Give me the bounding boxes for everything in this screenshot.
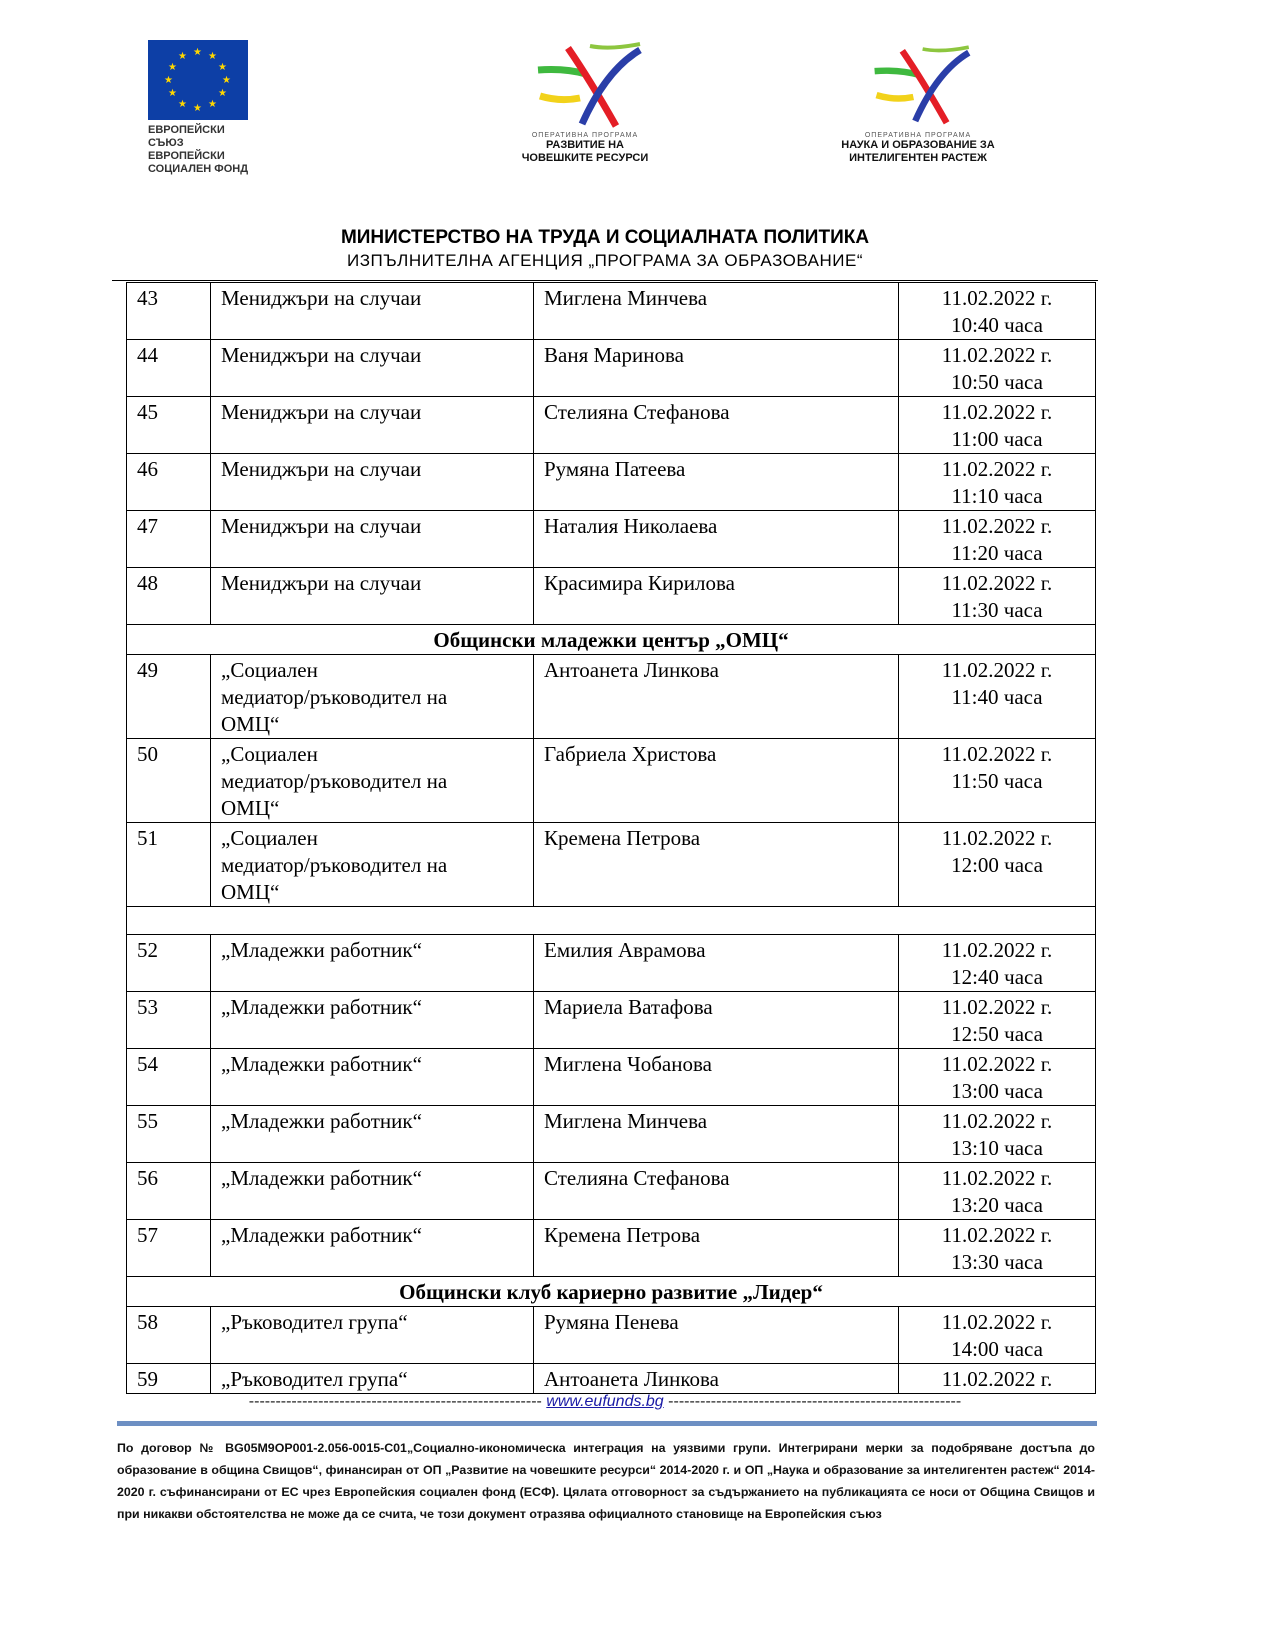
position-line: ОМЦ“: [221, 712, 280, 736]
row-datetime: [899, 454, 1096, 511]
footer-link-line: [0, 1393, 1210, 1411]
row-number: 59: [127, 1364, 211, 1394]
row-position: „Ръководител група“: [211, 1364, 534, 1394]
row-name: Мариела Ватафова: [534, 992, 899, 1049]
row-position: „Младежки работник“: [211, 1106, 534, 1163]
row-datetime: [899, 1307, 1096, 1364]
row-position: „Младежки работник“: [211, 935, 534, 992]
row-number: 44: [127, 340, 211, 397]
table-row: [127, 1364, 1096, 1394]
row-time: 13:20 часа: [951, 1193, 1043, 1217]
position-line: медиатор/ръководител на: [221, 769, 448, 793]
row-time: 14:00 часа: [951, 1337, 1043, 1361]
schedule-table: [126, 282, 1096, 1394]
op-sci-logo: [838, 40, 998, 165]
row-name: Красимира Кирилова: [534, 568, 899, 625]
row-position: [211, 823, 534, 907]
row-position: Мениджъри на случаи: [211, 283, 534, 340]
row-number: 54: [127, 1049, 211, 1106]
row-time: 12:00 часа: [951, 853, 1043, 877]
row-position: Мениджъри на случаи: [211, 397, 534, 454]
eu-flag-icon: ★ ★ ★ ★ ★ ★ ★ ★ ★ ★ ★ ★: [148, 40, 248, 120]
blank-separator-row: [127, 907, 1096, 935]
row-name: Стелияна Стефанова: [534, 1163, 899, 1220]
row-name: Миглена Чобанова: [534, 1049, 899, 1106]
row-number: 52: [127, 935, 211, 992]
row-time: 13:00 часа: [951, 1079, 1043, 1103]
row-time: 11:20 часа: [951, 541, 1043, 565]
row-number: 58: [127, 1307, 211, 1364]
table-row: [127, 992, 1096, 1049]
eu-logo-line: ЕВРОПЕЙСКИ: [148, 150, 225, 162]
row-number: 46: [127, 454, 211, 511]
row-time: 11:30 часа: [951, 598, 1043, 622]
row-date: 11.02.2022 г.: [941, 938, 1053, 962]
section-title: Общински клуб кариерно развитие „Лидер“: [127, 1277, 1096, 1307]
table-row: [127, 454, 1096, 511]
row-datetime: [899, 1106, 1096, 1163]
row-datetime: [899, 1163, 1096, 1220]
header-divider: [112, 280, 1098, 281]
table-row: [127, 935, 1096, 992]
table-row: [127, 1220, 1096, 1277]
row-name: Кремена Петрова: [534, 823, 899, 907]
row-date: 11.02.2022 г.: [941, 826, 1053, 850]
table-row: [127, 397, 1096, 454]
table-row: [127, 511, 1096, 568]
op-sci-small-label: ОПЕРАТИВНА ПРОГРАМА: [864, 132, 972, 139]
row-date: 11.02.2022 г.: [941, 514, 1053, 538]
row-date: 11.02.2022 г.: [941, 742, 1053, 766]
row-position: „Младежки работник“: [211, 992, 534, 1049]
row-time: 10:40 часа: [951, 313, 1043, 337]
row-datetime: [899, 340, 1096, 397]
row-datetime: [899, 568, 1096, 625]
table-row: [127, 1307, 1096, 1364]
eu-logo-line: СОЦИАЛЕН ФОНД: [148, 163, 249, 175]
table-row: [127, 739, 1096, 823]
row-date: 11.02.2022 г.: [941, 995, 1053, 1019]
row-position: Мениджъри на случаи: [211, 454, 534, 511]
row-date: 11.02.2022 г.: [941, 658, 1053, 682]
table-row: [127, 1049, 1096, 1106]
eufunds-link[interactable]: www.eufunds.bg: [546, 1393, 664, 1410]
row-date: 11.02.2022 г.: [941, 1367, 1053, 1391]
row-date: 11.02.2022 г.: [941, 400, 1053, 424]
op-hr-name: РАЗВИТИЕ НА: [546, 139, 624, 151]
row-position: [211, 739, 534, 823]
row-name: Антоанета Линкова: [534, 1364, 899, 1394]
row-number: 47: [127, 511, 211, 568]
section-header-omc: [127, 625, 1096, 655]
op-hr-logo: [480, 40, 690, 165]
table-row: [127, 340, 1096, 397]
row-number: 43: [127, 283, 211, 340]
eu-logo: [148, 40, 258, 176]
row-date: 11.02.2022 г.: [941, 286, 1053, 310]
row-position: [211, 655, 534, 739]
eu-logo-line: ЕВРОПЕЙСКИ СЪЮЗ: [148, 124, 225, 149]
row-datetime: [899, 283, 1096, 340]
op-hr-mark-icon: [520, 40, 650, 130]
row-date: 11.02.2022 г.: [941, 571, 1053, 595]
op-sci-mark-icon: [858, 40, 978, 130]
row-datetime: [899, 935, 1096, 992]
row-position: Мениджъри на случаи: [211, 511, 534, 568]
position-line: медиатор/ръководител на: [221, 853, 448, 877]
ministry-header: [0, 226, 1210, 272]
row-position: Мениджъри на случаи: [211, 340, 534, 397]
row-name: Антоанета Линкова: [534, 655, 899, 739]
op-sci-name: НАУКА И ОБРАЗОВАНИЕ ЗА: [841, 139, 995, 151]
row-position: „Младежки работник“: [211, 1163, 534, 1220]
row-date: 11.02.2022 г.: [941, 1166, 1053, 1190]
row-time: 13:10 часа: [951, 1136, 1043, 1160]
row-number: 55: [127, 1106, 211, 1163]
row-name: Кремена Петрова: [534, 1220, 899, 1277]
footer-dashes-left: -------------------------------------------------------: [248, 1393, 542, 1410]
row-time: 11:10 часа: [951, 484, 1043, 508]
position-line: „Социален: [221, 826, 318, 850]
row-datetime: [899, 1364, 1096, 1394]
row-name: Миглена Минчева: [534, 1106, 899, 1163]
position-line: „Социален: [221, 742, 318, 766]
row-name: Румяна Пенева: [534, 1307, 899, 1364]
row-position: Мениджъри на случаи: [211, 568, 534, 625]
row-name: Румяна Патеева: [534, 454, 899, 511]
row-date: 11.02.2022 г.: [941, 1310, 1053, 1334]
row-number: 45: [127, 397, 211, 454]
section-header-leader: [127, 1277, 1096, 1307]
row-time: 11:50 часа: [951, 769, 1043, 793]
ministry-title: МИНИСТЕРСТВО НА ТРУДА И СОЦИАЛНАТА ПОЛИТИКА: [340, 227, 870, 248]
row-number: 49: [127, 655, 211, 739]
row-position: „Ръководител група“: [211, 1307, 534, 1364]
row-name: Ваня Маринова: [534, 340, 899, 397]
footer-disclaimer: По договор № BG05M9OP001-2.056-0015-C01„Социално-икономическа интеграция на уязвими групи. Интегрирани мерки за подобряване достъпа до образование в община Свищов“, финансиран от ОП „Развитие на човешките ресурси“ 2014-2020 г. и ОП „Наука и образование за интелигентен растеж“ 2014-2020 г. съфинансирани от ЕС чрез Европейския социален фонд (ЕСФ). Цялата отговорност за съдържанието на публикацията се носи от Община Свищов и при никакви обстоятелства не може да се счита, че този документ отразява официалното становище на Европейския съюз: [117, 1441, 1095, 1521]
table-row: [127, 1163, 1096, 1220]
row-date: 11.02.2022 г.: [941, 1052, 1053, 1076]
row-date: 11.02.2022 г.: [941, 1223, 1053, 1247]
row-datetime: [899, 739, 1096, 823]
op-hr-name: ЧОВЕШКИТЕ РЕСУРСИ: [521, 152, 649, 164]
row-name: Стелияна Стефанова: [534, 397, 899, 454]
row-number: 53: [127, 992, 211, 1049]
row-datetime: [899, 397, 1096, 454]
row-datetime: [899, 1220, 1096, 1277]
row-time: 13:30 часа: [951, 1250, 1043, 1274]
row-number: 57: [127, 1220, 211, 1277]
position-line: ОМЦ“: [221, 880, 280, 904]
table-row: [127, 568, 1096, 625]
row-time: 12:40 часа: [951, 965, 1043, 989]
op-hr-small-label: ОПЕРАТИВНА ПРОГРАМА: [531, 132, 639, 139]
agency-title: ИЗПЪЛНИТЕЛНА АГЕНЦИЯ „ПРОГРАМА ЗА ОБРАЗОВАНИЕ“: [347, 251, 863, 270]
op-sci-name: ИНТЕЛИГЕНТЕН РАСТЕЖ: [849, 152, 987, 164]
position-line: „Социален: [221, 658, 318, 682]
table-row: [127, 655, 1096, 739]
row-time: 12:50 часа: [951, 1022, 1043, 1046]
row-time: 11:00 часа: [951, 427, 1043, 451]
row-datetime: [899, 511, 1096, 568]
footer-dashes-right: -------------------------------------------------------: [668, 1393, 962, 1410]
row-position: „Младежки работник“: [211, 1049, 534, 1106]
row-datetime: [899, 1049, 1096, 1106]
row-datetime: [899, 992, 1096, 1049]
row-number: 56: [127, 1163, 211, 1220]
row-date: 11.02.2022 г.: [941, 1109, 1053, 1133]
row-name: Емилия Аврамова: [534, 935, 899, 992]
row-name: Габриела Христова: [534, 739, 899, 823]
section-title: Общински младежки център „ОМЦ“: [127, 625, 1096, 655]
row-name: Миглена Минчева: [534, 283, 899, 340]
position-line: ОМЦ“: [221, 796, 280, 820]
table-row: [127, 823, 1096, 907]
row-datetime: [899, 823, 1096, 907]
table-row: [127, 283, 1096, 340]
row-time: 11:40 часа: [951, 685, 1043, 709]
row-position: „Младежки работник“: [211, 1220, 534, 1277]
row-number: 51: [127, 823, 211, 907]
blank-cell: [127, 907, 1096, 935]
row-datetime: [899, 655, 1096, 739]
table-row: [127, 1106, 1096, 1163]
row-date: 11.02.2022 г.: [941, 343, 1053, 367]
row-time: 10:50 часа: [951, 370, 1043, 394]
row-name: Наталия Николаева: [534, 511, 899, 568]
row-date: 11.02.2022 г.: [941, 457, 1053, 481]
row-number: 50: [127, 739, 211, 823]
position-line: медиатор/ръководител на: [221, 685, 448, 709]
row-number: 48: [127, 568, 211, 625]
footer-divider: [117, 1421, 1097, 1426]
